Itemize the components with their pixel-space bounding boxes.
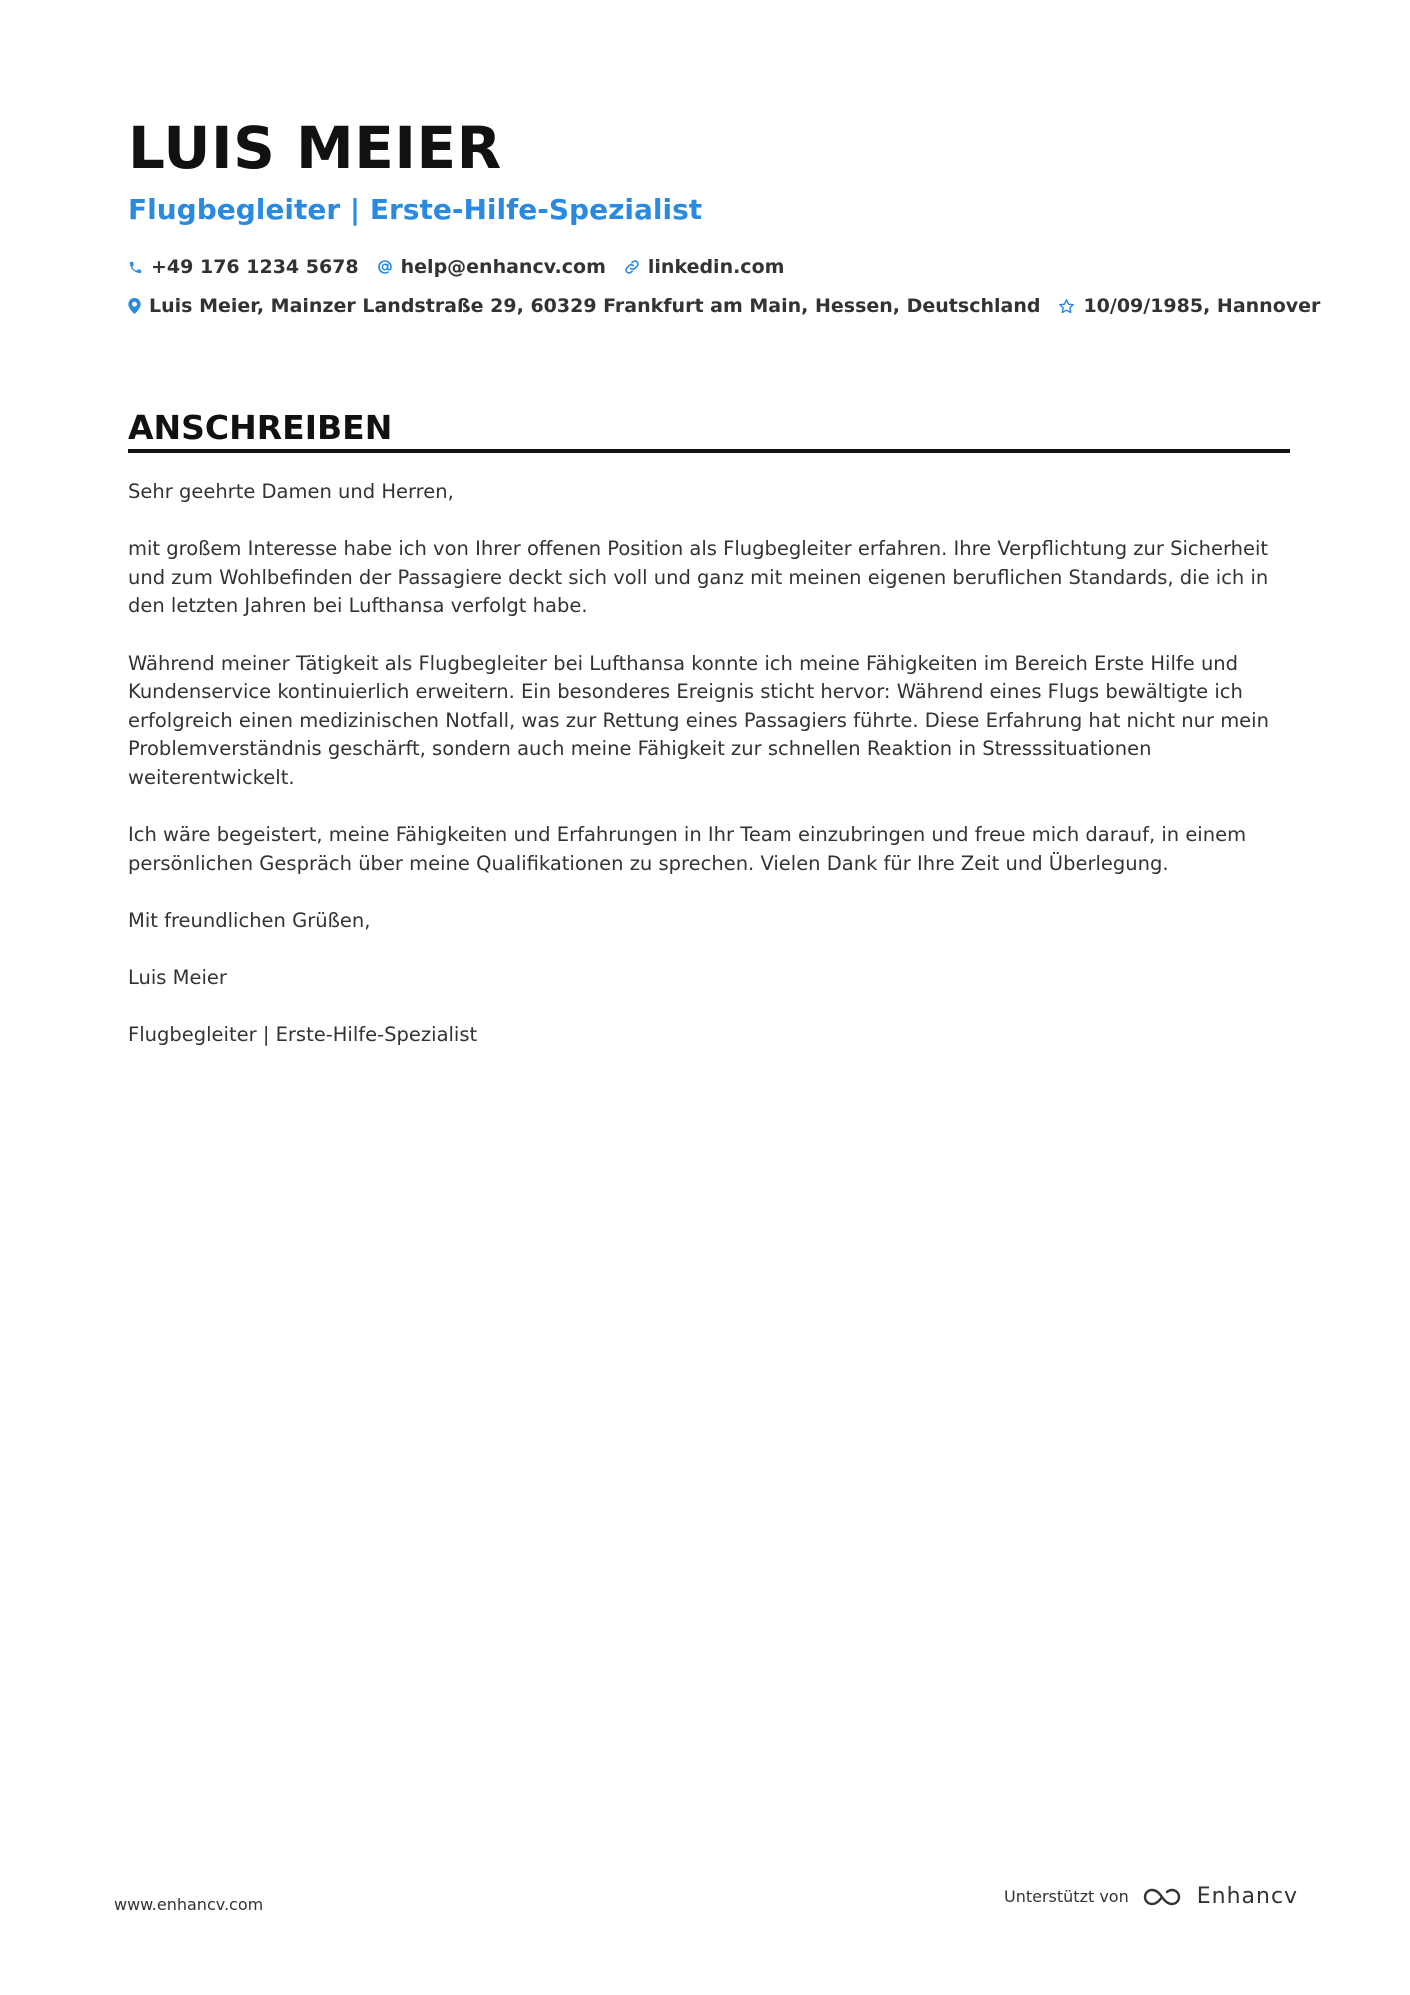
candidate-name: LUIS MEIER bbox=[128, 114, 502, 182]
link-icon bbox=[624, 259, 640, 275]
signature-name: Luis Meier bbox=[128, 966, 227, 990]
letter-body bbox=[128, 478, 1290, 1078]
contact-row-primary bbox=[128, 252, 802, 282]
phone-text: +49 176 1234 5678 bbox=[151, 256, 359, 278]
section-heading: ANSCHREIBEN bbox=[128, 408, 393, 447]
salutation: Sehr geehrte Damen und Herren, bbox=[128, 480, 454, 503]
link-text[interactable]: linkedin.com bbox=[647, 256, 785, 278]
birth-text: 10/09/1985, Hannover bbox=[1083, 295, 1321, 317]
letter-paragraph: Ich wäre begeistert, meine Fähigkeiten und Erfahrungen in Ihr Team einzubringen und freue mich darauf, in einem persönlichen Gespräch über meine Qualifikationen zu sprechen. Vielen Dank für Ihre Zeit und Überlegung. bbox=[128, 823, 1247, 875]
footer-url[interactable]: www.enhancv.com bbox=[114, 1895, 264, 1914]
enhancv-logo-icon bbox=[1141, 1885, 1187, 1909]
closing: Mit freundlichen Grüßen, bbox=[128, 908, 371, 932]
contact-row-secondary bbox=[128, 291, 1338, 321]
location-pin-icon bbox=[128, 298, 141, 314]
contact-email bbox=[377, 252, 606, 282]
contact-link bbox=[624, 252, 785, 282]
letter-paragraph: mit großem Interesse habe ich von Ihrer offenen Position als Flugbegleiter erfahren. Ihre Verpflichtung zur Sicherheit und zum Wohlbefinden der Passagiere deckt sich voll und ganz mit meinen eigenen beruflichen Standards, die ich in den letzten Jahren bei Lufthansa verfolgt habe. bbox=[128, 537, 1269, 618]
candidate-title: Flugbegleiter | Erste-Hilfe-Spezialist bbox=[128, 193, 703, 226]
address-text: Luis Meier, Mainzer Landstraße 29, 60329 Frankfurt am Main, Hessen, Deutschland bbox=[149, 295, 1041, 317]
star-icon bbox=[1058, 298, 1075, 315]
letter-paragraph: Während meiner Tätigkeit als Flugbegleiter bei Lufthansa konnte ich meine Fähigkeiten im Bereich Erste Hilfe und Kundenservice kontinuierlich erweitern. Ein besonderes Ereignis sticht hervor: Während eines Flugs bewältigte ich erfolgreich einen medizinischen Notfall, was zur Rettung eines Passagiers führte. Diese Erfahrung hat nicht nur mein Problemverständnis geschärft, sondern auch meine Fähigkeit zur schnellen Reaktion in Stresssituationen weiterentwickelt. bbox=[128, 651, 1269, 789]
contact-birth bbox=[1058, 291, 1320, 321]
footer-brand[interactable] bbox=[1004, 1884, 1298, 1909]
brand-name: Enhancv bbox=[1196, 1884, 1299, 1909]
at-icon bbox=[377, 259, 393, 275]
contact-phone bbox=[128, 252, 359, 282]
section-divider bbox=[128, 449, 1290, 453]
signature-title: Flugbegleiter | Erste-Hilfe-Spezialist bbox=[128, 1023, 478, 1047]
email-text[interactable]: help@enhancv.com bbox=[400, 256, 606, 278]
contact-address bbox=[128, 291, 1040, 321]
phone-icon bbox=[128, 260, 143, 275]
powered-by-text: Unterstützt von bbox=[1004, 1887, 1129, 1906]
